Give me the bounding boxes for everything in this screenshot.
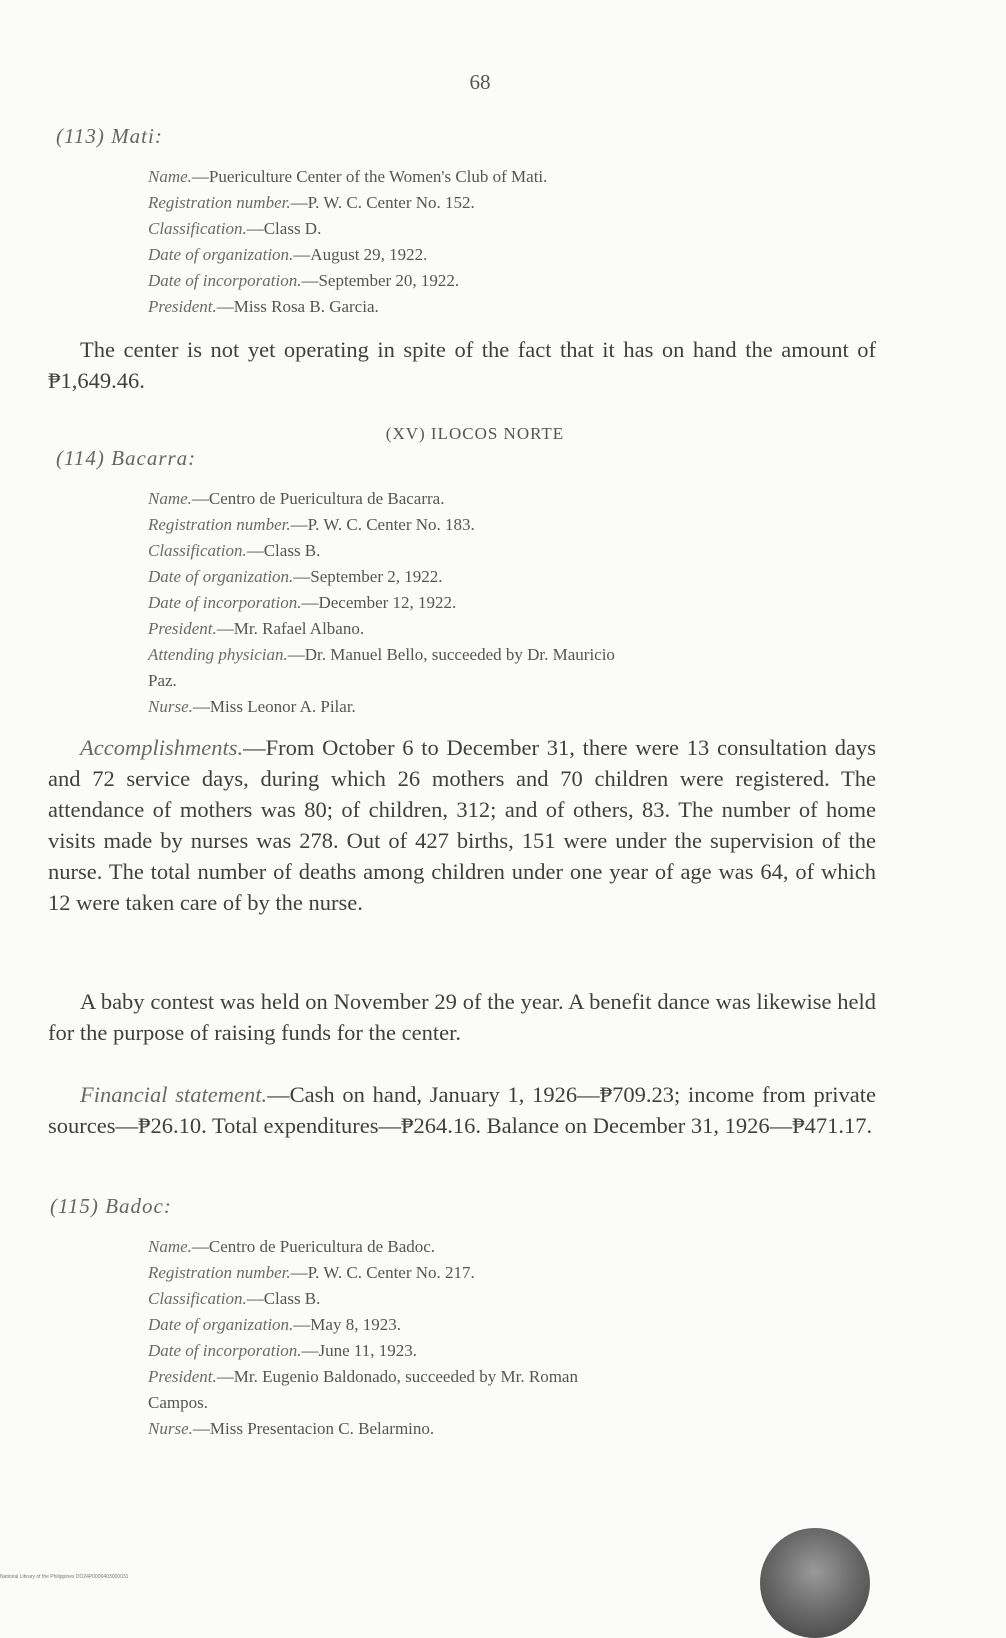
field-classification: Classification.—Class B. <box>148 1289 321 1308</box>
field-president: President.—Miss Rosa B. Garcia. <box>148 297 379 316</box>
entry-place: Badoc: <box>105 1194 172 1218</box>
field-nurse: Nurse.—Miss Leonor A. Pilar. <box>148 697 356 716</box>
field-name: Name.—Centro de Puericultura de Badoc. <box>148 1237 436 1256</box>
entry-heading-114 <box>56 446 196 471</box>
entry-number: (114) <box>56 446 105 470</box>
field-president: President.—Mr. Rafael Albano. <box>148 619 365 638</box>
paragraph-accomplishments: Accomplishments.—From October 6 to December 31, there were 13 consultation days and 72 service days, during which 26 mothers and 70 children were registered. The attendance of mothers was 80; of children, 312; and of others, 83. The number of home visits made by nurses was 278. Out of 427 births, 151 were under the supervision of the nurse. The total number of deaths among children under one year of age was 64, of which 12 were taken care of by the nurse. <box>48 735 876 915</box>
field-attending-physician-continued: Paz. <box>148 671 177 690</box>
field-classification: Classification.—Class D. <box>148 219 322 238</box>
paragraph-113: The center is not yet operating in spite of the fact that it has on hand the amount of ₱1,649.46. <box>48 337 876 393</box>
page-number: 68 <box>469 70 491 94</box>
field-date-of-organization: Date of organization.—August 29, 1922. <box>148 245 428 264</box>
field-date-of-incorporation: Date of incorporation.—December 12, 1922. <box>148 593 457 612</box>
field-date-of-organization: Date of organization.—September 2, 1922. <box>148 567 443 586</box>
entry-place: Mati: <box>111 124 163 148</box>
entry-place: Bacarra: <box>111 446 197 470</box>
paragraph-financial-statement: Financial statement.—Cash on hand, January 1, 1926—₱709.23; income from private sources—₱26.10. Total expenditures—₱264.16. Balance on December 31, 1926—₱471.17. <box>48 1082 876 1138</box>
entry-number: (115) <box>50 1194 99 1218</box>
field-name: Name.—Centro de Puericultura de Bacarra. <box>148 489 445 508</box>
field-president: President.—Mr. Eugenio Baldonado, succeeded by Mr. Roman <box>148 1367 578 1386</box>
library-footer: National Library of the Philippines DO24P0000403000031 <box>0 1574 129 1580</box>
entry-fields-113 <box>148 164 888 320</box>
entry-heading-113 <box>56 124 163 149</box>
scan-thumb-shadow <box>760 1528 870 1638</box>
field-nurse: Nurse.—Miss Presentacion C. Belarmino. <box>148 1419 435 1438</box>
field-registration-number: Registration number.—P. W. C. Center No. 183. <box>148 515 475 534</box>
field-registration-number: Registration number.—P. W. C. Center No. 152. <box>148 193 475 212</box>
field-president-continued: Campos. <box>148 1393 208 1412</box>
entry-fields-114 <box>148 486 888 720</box>
field-classification: Classification.—Class B. <box>148 541 321 560</box>
entry-number: (113) <box>56 124 105 148</box>
field-registration-number: Registration number.—P. W. C. Center No. 217. <box>148 1263 475 1282</box>
field-attending-physician: Attending physician.—Dr. Manuel Bello, succeeded by Dr. Mauricio <box>148 645 615 664</box>
entry-heading-115 <box>50 1194 172 1219</box>
paragraph-baby-contest: A baby contest was held on November 29 of the year. A benefit dance was likewise held for the purpose of raising funds for the center. <box>48 989 876 1045</box>
entry-fields-115 <box>148 1234 888 1442</box>
region-heading: (XV) ILOCOS NORTE <box>385 424 565 443</box>
field-date-of-organization: Date of organization.—May 8, 1923. <box>148 1315 401 1334</box>
field-name: Name.—Puericulture Center of the Women's Club of Mati. <box>148 167 548 186</box>
field-date-of-incorporation: Date of incorporation.—September 20, 1922. <box>148 271 460 290</box>
field-date-of-incorporation: Date of incorporation.—June 11, 1923. <box>148 1341 417 1360</box>
